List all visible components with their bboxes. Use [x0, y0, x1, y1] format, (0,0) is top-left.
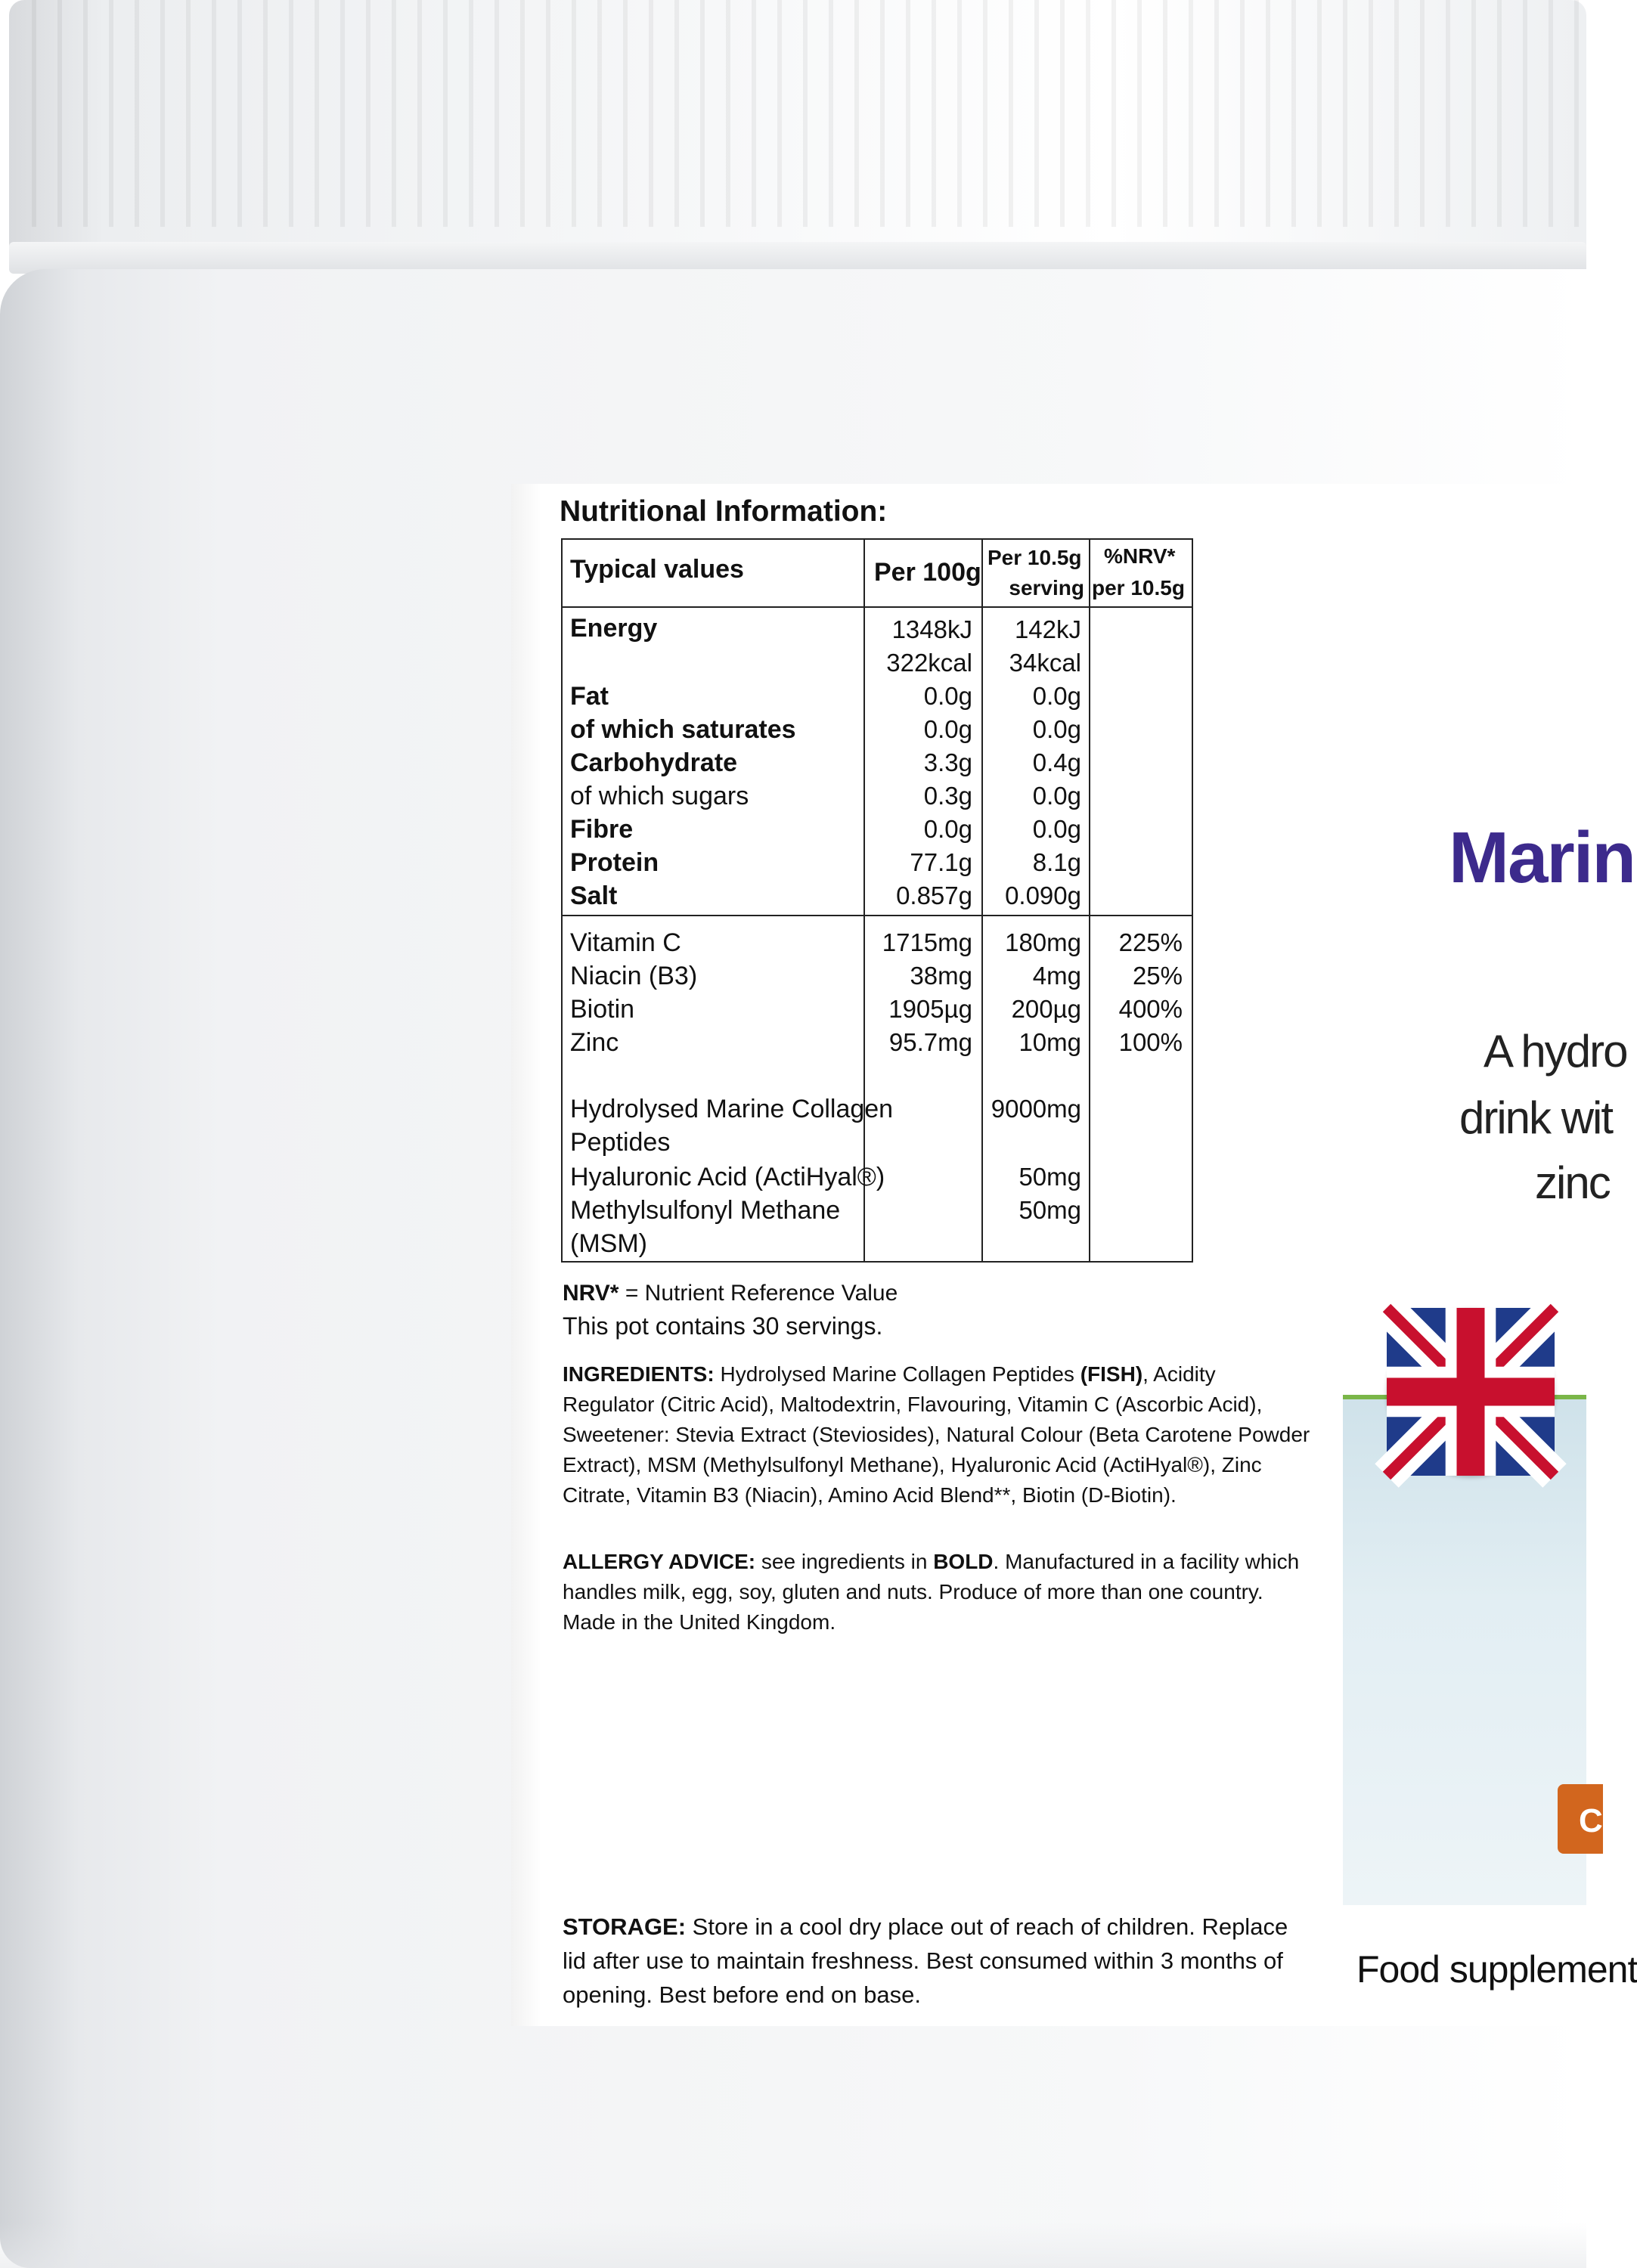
extra-name: Peptides — [570, 1128, 671, 1157]
row-serving: 0.0g — [1032, 815, 1081, 843]
header-nrv-per-serving: per 10.5g — [1092, 576, 1185, 600]
nrv-definition: = Nutrient Reference Value — [619, 1281, 898, 1306]
row-name: Protein — [570, 848, 659, 877]
ingredients-part: , Acidity Regulator (Citric Acid), Maltodextrin, Flavouring, Vitamin C (Ascorbic Acid), Sweetener: Stevia Extract (Steviosides), Natural Colour (Beta Carotene Powder Extract), MSM (Methylsulfonyl Methane), Hyaluronic Acid (ActiHyal®), Zinc Citrate, Vitamin B3 (Niacin), Amino Acid Blend**, Biotin (D-Biotin). — [563, 1362, 1310, 1507]
row-serving: 0.0g — [1032, 782, 1081, 810]
header-nrv: %NRV* — [1104, 544, 1176, 568]
row-name: Salt — [570, 881, 618, 910]
row-serving: 0.4g — [1032, 748, 1081, 776]
ingredients-text — [563, 1359, 1311, 1510]
allergy-bold-word: BOLD — [933, 1550, 994, 1573]
allergy-text — [563, 1547, 1311, 1637]
header-serving: serving — [1009, 576, 1084, 600]
row-per100: 322kcal — [886, 649, 972, 677]
nutrition-title: Nutritional Information: — [560, 495, 888, 528]
row-serving: 180mg — [1005, 928, 1081, 956]
row-per100: 1715mg — [882, 928, 972, 956]
allergen-fish: (FISH) — [1080, 1362, 1143, 1386]
nrv-footnote — [563, 1281, 898, 1306]
row-serving: 34kcal — [1009, 649, 1081, 677]
row-serving: 0.090g — [1005, 881, 1081, 909]
union-jack-flag-icon — [1387, 1308, 1555, 1476]
extra-serving: 9000mg — [991, 1095, 1081, 1123]
extra-name: (MSM) — [570, 1229, 647, 1258]
row-per100: 1905µg — [888, 995, 972, 1023]
food-supplement-label: Food supplement — [1356, 1948, 1637, 1991]
row-name: Fibre — [570, 815, 634, 844]
product-title-fragment: Marin — [1449, 817, 1635, 898]
row-serving: 10mg — [1018, 1028, 1081, 1056]
tagline-line-3: zinc — [1535, 1157, 1610, 1208]
row-serving: 8.1g — [1032, 848, 1081, 876]
header-typical-values: Typical values — [570, 555, 744, 584]
tagline-line-1: A hydro — [1484, 1026, 1627, 1077]
storage-body: Store in a cool dry place out of reach of children. Replace lid after use to maintain freshness. Best consumed within 3 months of opening. Best before end on base. — [563, 1913, 1288, 2008]
storage-label: STORAGE: — [563, 1913, 687, 1940]
container-lid — [9, 0, 1586, 272]
servings-note: This pot contains 30 servings. — [563, 1312, 883, 1340]
tagline-line-2: drink wit — [1459, 1092, 1613, 1143]
row-name: Niacin (B3) — [570, 962, 698, 990]
row-per100: 0.3g — [923, 782, 972, 810]
row-nrv: 400% — [1118, 995, 1183, 1023]
row-serving: 200µg — [1011, 995, 1081, 1023]
extra-name: Hyaluronic Acid (ActiHyal®) — [570, 1163, 885, 1191]
row-name: Carbohydrate — [570, 748, 738, 777]
row-per100: 38mg — [910, 962, 972, 990]
row-name: Vitamin C — [570, 928, 681, 957]
row-per100: 77.1g — [910, 848, 972, 876]
extra-serving: 50mg — [1018, 1163, 1081, 1191]
row-name: Fat — [570, 682, 609, 711]
lid-ridges — [32, 0, 1586, 227]
row-nrv: 100% — [1118, 1028, 1183, 1056]
row-nrv: 225% — [1118, 928, 1183, 956]
row-serving: 0.0g — [1032, 715, 1081, 743]
badge-letter: C — [1579, 1802, 1603, 1839]
allergy-part: see ingredients in — [755, 1550, 934, 1573]
ingredients-label: INGREDIENTS: — [563, 1362, 715, 1386]
row-serving: 4mg — [1032, 962, 1081, 990]
row-name: of which saturates — [570, 715, 796, 744]
green-accent-line — [1553, 1395, 1586, 1399]
row-per100: 95.7mg — [888, 1028, 972, 1056]
ingredients-part: Hydrolysed Marine Collagen Peptides — [714, 1362, 1080, 1386]
row-per100: 0.0g — [923, 815, 972, 843]
row-name: of which sugars — [570, 782, 749, 810]
extra-name: Hydrolysed Marine Collagen — [570, 1095, 894, 1123]
header-per-100g: Per 100g — [874, 558, 981, 587]
storage-text — [563, 1910, 1311, 2012]
green-accent-line — [1343, 1395, 1388, 1399]
row-serving: 0.0g — [1032, 682, 1081, 710]
row-name: Biotin — [570, 995, 635, 1024]
row-per100: 1348kJ — [891, 615, 972, 643]
header-per-serving: Per 10.5g — [987, 546, 1082, 569]
allergy-label: ALLERGY ADVICE: — [563, 1550, 756, 1573]
orange-badge — [1558, 1784, 1603, 1854]
row-name: Zinc — [570, 1028, 619, 1057]
label-edge-shadow — [511, 484, 541, 2026]
row-per100: 0.857g — [896, 881, 972, 909]
extra-serving: 50mg — [1018, 1196, 1081, 1224]
row-per100: 0.0g — [923, 715, 972, 743]
nutrition-table — [561, 538, 1193, 1263]
container-base-shadow — [0, 2223, 1586, 2268]
row-nrv: 25% — [1132, 962, 1183, 990]
row-serving: 142kJ — [1014, 615, 1081, 643]
row-per100: 0.0g — [923, 682, 972, 710]
row-name: Energy — [570, 614, 658, 643]
allergy-part: . Manufactured in a facility which handles milk, egg, soy, gluten and nuts. Produce of more than one country. Made in the United Kingdom. — [563, 1550, 1300, 1634]
extra-name: Methylsulfonyl Methane — [570, 1196, 841, 1225]
row-per100: 3.3g — [923, 748, 972, 776]
nrv-abbrev: NRV* — [563, 1281, 619, 1306]
